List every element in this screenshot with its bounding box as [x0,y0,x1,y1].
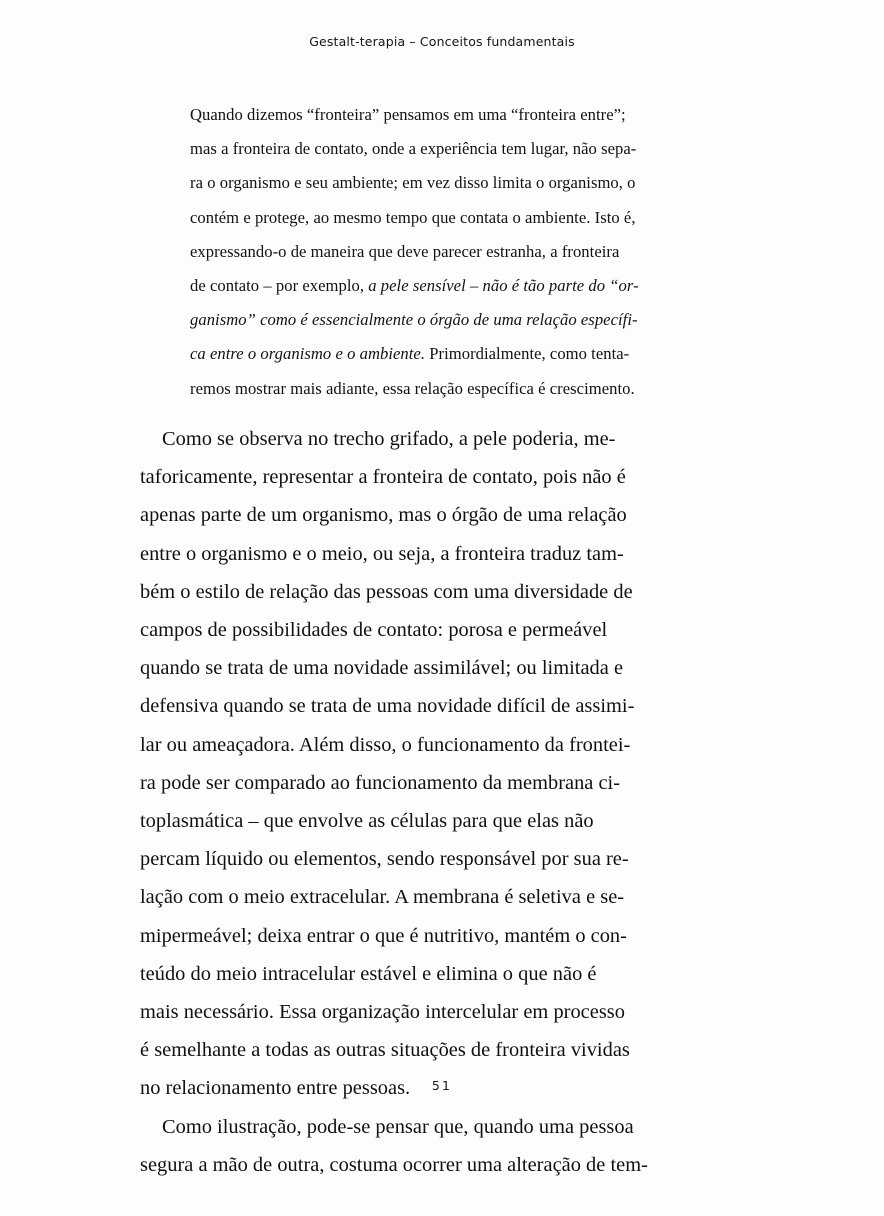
body-line [140,611,746,649]
body-word: que [263,810,294,833]
quote-text-plain: Primordialmente, como tenta- [425,344,630,364]
body-word: do [190,962,211,985]
body-line: taforicamente, representar a fronteira de contato, pois não é [140,466,626,489]
body-word: campos [140,619,203,642]
quote-word: expressando-o [190,241,287,261]
body-word: elas [527,810,559,833]
body-word: estável [360,962,418,985]
body-word: de [352,619,373,642]
quote-line: ganismo” como é essencialmente o órgão de uma relação específi- [190,310,638,330]
running-head: Gestalt-terapia – Conceitos fundamentais [309,34,575,49]
body-line: quando se trata de uma novidade assimilável; ou limitada e [140,657,624,680]
body-word: em [523,1001,549,1024]
body-text [140,420,746,1184]
quote-word: a [550,241,558,261]
quote-word: maneira [310,241,365,261]
quote-line: remos mostrar mais adiante, essa relação específica é crescimento. [190,378,635,398]
body-word: necessário. [183,1001,274,1024]
body-word: contato: [377,619,444,642]
body-word: envolve [298,810,364,833]
body-word: processo [553,1001,625,1024]
quote-word: parecer [432,241,482,261]
quote-text-italic: ca entre o organismo e o ambiente. [190,344,426,364]
quote-line: mas a fronteira de contato, onde a experiência tem lugar, não sepa- [190,139,637,159]
body-word: é [587,962,597,985]
quote-line: ra o organismo e seu ambiente; em vez disso limita o organismo, o [190,173,636,193]
body-word: – [248,810,259,833]
quote-line: contém e protege, ao mesmo tempo que contata o ambiente. Isto é, [190,207,636,227]
body-word: não [564,810,594,833]
body-word: toplasmática [140,810,244,833]
body-line: entre o organismo e o meio, ou seja, a fronteira traduz tam- [140,542,624,565]
quote-word: fronteira [561,241,620,261]
body-line: percam líquido ou elementos, sendo responsável por sua re- [140,848,629,871]
body-line: mipermeável; deixa entrar o que é nutritivo, mantém o con- [140,924,627,947]
body-word: e [507,619,517,642]
body-line [140,993,746,1031]
quote-text-italic: a pele sensível – não é tão parte do “or- [368,276,639,296]
quote-word: deve [396,241,429,261]
body-word: mais [140,1001,179,1024]
body-line [140,802,746,840]
body-word: de [207,619,227,642]
body-word: intracelular [262,962,356,985]
body-line: lação com o meio extracelular. A membrana é seletiva e se- [140,886,625,909]
body-word: Essa [279,1001,317,1024]
quote-line [190,235,746,269]
body-word: elimina [436,962,498,985]
body-word: teúdo [140,962,186,985]
body-word: permeável [522,619,608,642]
body-line: no relacionamento entre pessoas. [140,1077,411,1100]
body-word: possibilidades [231,619,348,642]
body-line: bém o estilo de relação das pessoas com uma diversidade de [140,580,633,603]
quote-line [190,337,746,371]
body-line: ra pode ser comparado ao funcionamento da membrana ci- [140,771,621,794]
body-line: apenas parte de um organismo, mas o órgão de uma relação [140,504,627,527]
body-line: defensiva quando se trata de uma novidade difícil de assimi- [140,695,635,718]
body-word: que [518,962,548,985]
body-word: o [502,962,514,985]
quote-line [190,269,746,303]
body-word: meio [216,962,257,985]
body-line: é semelhante a todas as outras situações de fronteira vividas [140,1039,630,1062]
body-word: para [452,810,488,833]
body-line: segura a mão de outra, costuma ocorrer uma alteração de tem- [140,1153,648,1176]
body-word: as [368,810,386,833]
body-word: organização [321,1001,421,1024]
quote-word: estranha, [486,241,546,261]
quote-text-plain: de contato – por exemplo, [190,276,369,296]
body-line: lar ou ameaçadora. Além disso, o funcionamento da frontei- [140,733,631,756]
body-word: intercelular [425,1001,519,1024]
body-word: células [390,810,448,833]
quote-word: que [368,241,393,261]
page-number: 51 [431,1078,453,1093]
body-line [140,955,746,993]
body-word: que [492,810,523,833]
quote-word: de [290,241,307,261]
body-line: Como ilustração, pode-se pensar que, quando uma pessoa [162,1115,634,1138]
body-word: porosa [448,619,503,642]
body-word: não [552,962,583,985]
quote-line: Quando dizemos “fronteira” pensamos em uma “fronteira entre”; [190,105,626,124]
block-quote [190,98,746,406]
body-word: e [422,962,432,985]
body-line: Como se observa no trecho grifado, a pele poderia, me- [162,428,616,450]
